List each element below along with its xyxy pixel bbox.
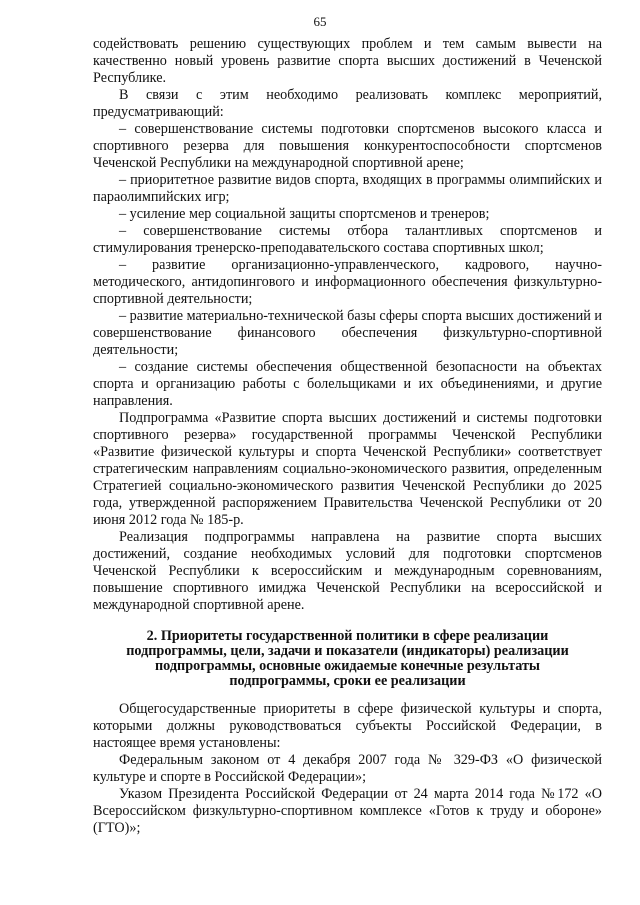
list-item: – создание системы обеспечения общественной безопасности на объектах спорта и организацию работы с болельщиками и их объединениями, и другие направления. xyxy=(93,359,602,409)
paragraph: В связи с этим необходимо реализовать комплекс мероприятий, предусматривающий: xyxy=(93,87,602,120)
paragraph: Подпрограмма «Развитие спорта высших достижений и системы подготовки спортивного резерва» государственной программы Чеченской Республики «Развитие физической культуры и спорта Чеченской Республики» соответствует стратегическим направлениям социально-экономического развития, определенным Стратегией социально-экономического развития Чеченской Республики до 2025 года, утвержденной распоряжением Правительства Чеченской Республики от 20 июня 2012 года № 185-р. xyxy=(93,410,602,528)
list-item: – совершенствование системы отбора талантливых спортсменов и стимулирования тренерско-преподавательского состава спортивных школ; xyxy=(93,223,602,256)
list-item: – приоритетное развитие видов спорта, входящих в программы олимпийских и параолимпийских игр; xyxy=(93,172,602,205)
list-item: – развитие организационно-управленческого, кадрового, научно-методического, антидопингового и информационного обеспечения физкультурно-спортивной деятельности; xyxy=(93,257,602,307)
paragraph: Общегосударственные приоритеты в сфере физической культуры и спорта, которыми должны руководствоваться субъекты Российской Федерации, в настоящее время установлены: xyxy=(93,701,602,751)
paragraph: Реализация подпрограммы направлена на развитие спорта высших достижений, создание необходимых условий для подготовки спортсменов Чеченской Республики к всероссийским и международным соревнованиям, повышение спортивного имиджа Чеченской Республики на всероссийской и международной спортивной арене. xyxy=(93,529,602,613)
paragraph: Федеральным законом от 4 декабря 2007 года № 329-ФЗ «О физической культуре и спорте в Российской Федерации»; xyxy=(93,752,602,785)
list-item: – усиление мер социальной защиты спортсменов и тренеров; xyxy=(119,206,490,222)
section-heading-line: подпрограммы, сроки ее реализации xyxy=(229,673,466,689)
section-heading-line: подпрограммы, основные ожидаемые конечные результаты xyxy=(155,658,540,674)
document-body xyxy=(93,36,602,837)
list-item: – развитие материально-технической базы сферы спорта высших достижений и совершенствование финансового обеспечения физкультурно-спортивной деятельности; xyxy=(93,308,602,358)
list-item: – совершенствование системы подготовки спортсменов высокого класса и спортивного резерва для повышения конкурентоспособности спортсменов Чеченской Республики на международной спортивной арене; xyxy=(93,121,602,171)
section-heading-line: подпрограммы, цели, задачи и показатели (индикаторы) реализации xyxy=(126,643,569,659)
section-heading xyxy=(93,629,602,689)
page-number: 65 xyxy=(313,14,327,29)
paragraph: содействовать решению существующих проблем и тем самым вывести на качественно новый уровень развитие спорта высших достижений в Чеченской Республике. xyxy=(93,36,602,86)
paragraph: Указом Президента Российской Федерации от 24 марта 2014 года №172 «О Всероссийском физкультурно-спортивном комплексе «Готов к труду и обороне» (ГТО)»; xyxy=(93,786,602,836)
section-heading-line: 2. Приоритеты государственной политики в сфере реализации xyxy=(146,628,549,644)
